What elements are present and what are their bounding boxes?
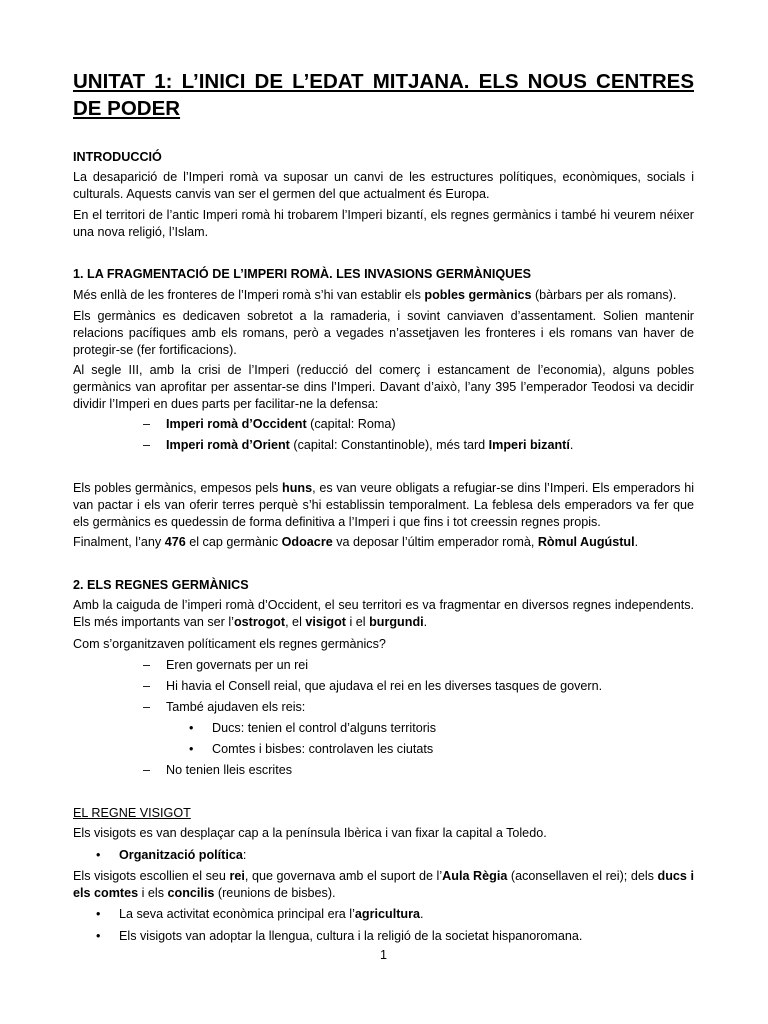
text-span: , que governava amb el suport de l’ [244, 869, 443, 883]
text-span: (capital: Constantinoble), més tard [289, 438, 489, 452]
text-span: . [420, 907, 424, 921]
text-span: va deposar l’últim emperador romà, [332, 535, 538, 549]
list-item-dukes: Ducs: tenien el control d’alguns territoris [212, 721, 436, 735]
text-span: Els visigots escollien el seu [73, 869, 230, 883]
text-span: i els [138, 886, 168, 900]
bold-term: pobles germànics [424, 288, 532, 302]
section-1-heading: 1. LA FRAGMENTACIÓ DE L’IMPERI ROMÀ. LES INVASIONS GERMÀNIQUES [73, 267, 532, 281]
list-dash: – [143, 438, 151, 452]
text-span: . [634, 535, 639, 549]
section-2-heading: 2. ELS REGNES GERMÀNICS [73, 578, 249, 592]
list-dash: – [143, 700, 151, 714]
list-bullet: • [96, 907, 101, 921]
bold-term: rei [229, 869, 245, 883]
bold-term: Imperi romà d’Orient [166, 438, 290, 452]
intro-heading: INTRODUCCIÓ [73, 150, 162, 164]
list-item-council: Hi havia el Consell reial, que ajudava el rei en les diverses tasques de govern. [166, 679, 603, 693]
text-span: (capital: Roma) [306, 417, 396, 431]
list-dash: – [143, 658, 151, 672]
page-number: 1 [379, 948, 387, 962]
list-bullet: • [96, 929, 101, 943]
bold-term: Aula Règia [442, 869, 508, 883]
list-bullet: • [189, 742, 194, 756]
text-span: (aconsellaven el rei); dels [507, 869, 658, 883]
text-span: . [569, 438, 574, 452]
bold-term: Ròmul Augústul [537, 535, 635, 549]
text-span: Més enllà de les fronteres de l’Imperi romà s’hi van establir els [73, 288, 425, 302]
bold-term: ostrogot [233, 615, 286, 629]
list-bullet: • [96, 848, 101, 862]
list-item-orient [166, 437, 573, 454]
intro-paragraph-2: En el territori de l’antic Imperi romà hi trobarem l’Imperi bizantí, els regnes germànics i també hi veurem néixer una nova religió, l’Islam. [73, 208, 694, 239]
bold-term: huns [282, 481, 313, 495]
visigot-bullet-politics [119, 847, 246, 864]
list-dash: – [143, 417, 151, 431]
section-1-paragraph-1 [73, 287, 694, 304]
section-1-paragraph-4 [73, 480, 694, 531]
text-span: , el [285, 615, 306, 629]
text-span: el cap germànic [185, 535, 282, 549]
section-1-paragraph-3: Al segle III, amb la crisi de l’Imperi (reducció del comerç i estancament de l’economia), alguns pobles germànics van aprofitar per assentar-se dins l’Imperi. Davant d’això, l’any 395 l’emperador Teodosi va decidir dividir l’Imperi en dues parts per facilitar-ne la defensa: [73, 363, 694, 411]
text-span: Finalment, l’any [73, 535, 165, 549]
bold-term: 476 [164, 535, 186, 549]
bold-term: agricultura [354, 907, 420, 921]
text-span: (bàrbars per als romans). [531, 288, 677, 302]
text-span: . [423, 615, 428, 629]
text-span: (reunions de bisbes). [214, 886, 336, 900]
visigot-bullet-culture: Els visigots van adoptar la llengua, cultura i la religió de la societat hispanoromana. [119, 929, 583, 943]
list-item-counts: Comtes i bisbes: controlaven les ciutats [212, 742, 434, 756]
text-span: i el [345, 615, 370, 629]
bold-term: concilis [167, 886, 215, 900]
list-item-occident [166, 416, 396, 433]
bold-term: Imperi bizantí [488, 438, 570, 452]
visigot-paragraph-1: Els visigots es van desplaçar cap a la península Ibèrica i van fixar la capital a Toledo. [73, 826, 547, 840]
list-bullet: • [189, 721, 194, 735]
visigot-heading: EL REGNE VISIGOT [73, 806, 191, 820]
text-span: La seva activitat econòmica principal era l’ [119, 907, 355, 921]
bold-term: Odoacre [281, 535, 333, 549]
document-title: UNITAT 1: L’INICI DE L’EDAT MITJANA. ELS NOUS CENTRES DE PODER [73, 70, 694, 120]
list-dash: – [143, 679, 151, 693]
bold-term: visigot [305, 615, 346, 629]
list-item-king: Eren governats per un rei [166, 658, 309, 672]
text-span: : [242, 848, 247, 862]
text-span: Amb la caiguda de l’imperi romà d’Occident, el seu territori es va fragmentar en diversos regnes independents. Els més importants van ser l’ [73, 598, 694, 629]
list-dash: – [143, 763, 151, 777]
bold-term: ducs i els comtes [73, 869, 694, 900]
text-span: , es van veure obligats a refugiar-se dins l’Imperi. Els emperadors hi van pactar i els van oferir terres perquè s’hi establissin temporalment. La feblesa dels emperadors va fer que els germànics es quedessin de forma definitiva a l’Imperi i que fins i tot creessin regnes propis. [73, 481, 694, 529]
section-1-paragraph-5 [73, 534, 694, 551]
section-2-paragraph-1 [73, 597, 694, 631]
list-item-helpers: També ajudaven els reis: [166, 700, 306, 714]
bold-term: Organització política [119, 848, 243, 862]
bold-term: burgundi [369, 615, 424, 629]
text-span: Els pobles germànics, empesos pels [73, 481, 283, 495]
bold-term: Imperi romà d’Occident [166, 417, 307, 431]
visigot-bullet-economy [119, 906, 424, 923]
section-2-question: Com s’organitzaven políticament els regnes germànics? [73, 637, 386, 651]
list-item-laws: No tenien lleis escrites [166, 763, 292, 777]
intro-paragraph-1: La desaparició de l’Imperi romà va suposar un canvi de les estructures polítiques, econòmiques, socials i culturals. Aquests canvis van ser el germen del que actualment és Europa. [73, 170, 694, 201]
section-1-paragraph-2: Els germànics es dedicaven sobretot a la ramaderia, i sovint canviaven d’assentament. Solien mantenir relacions pacífiques amb els romans, però a vegades n’assetjaven les fronteres i els romans van haver de protegir-se (fer fortificacions). [73, 309, 694, 357]
visigot-paragraph-2 [73, 868, 694, 902]
